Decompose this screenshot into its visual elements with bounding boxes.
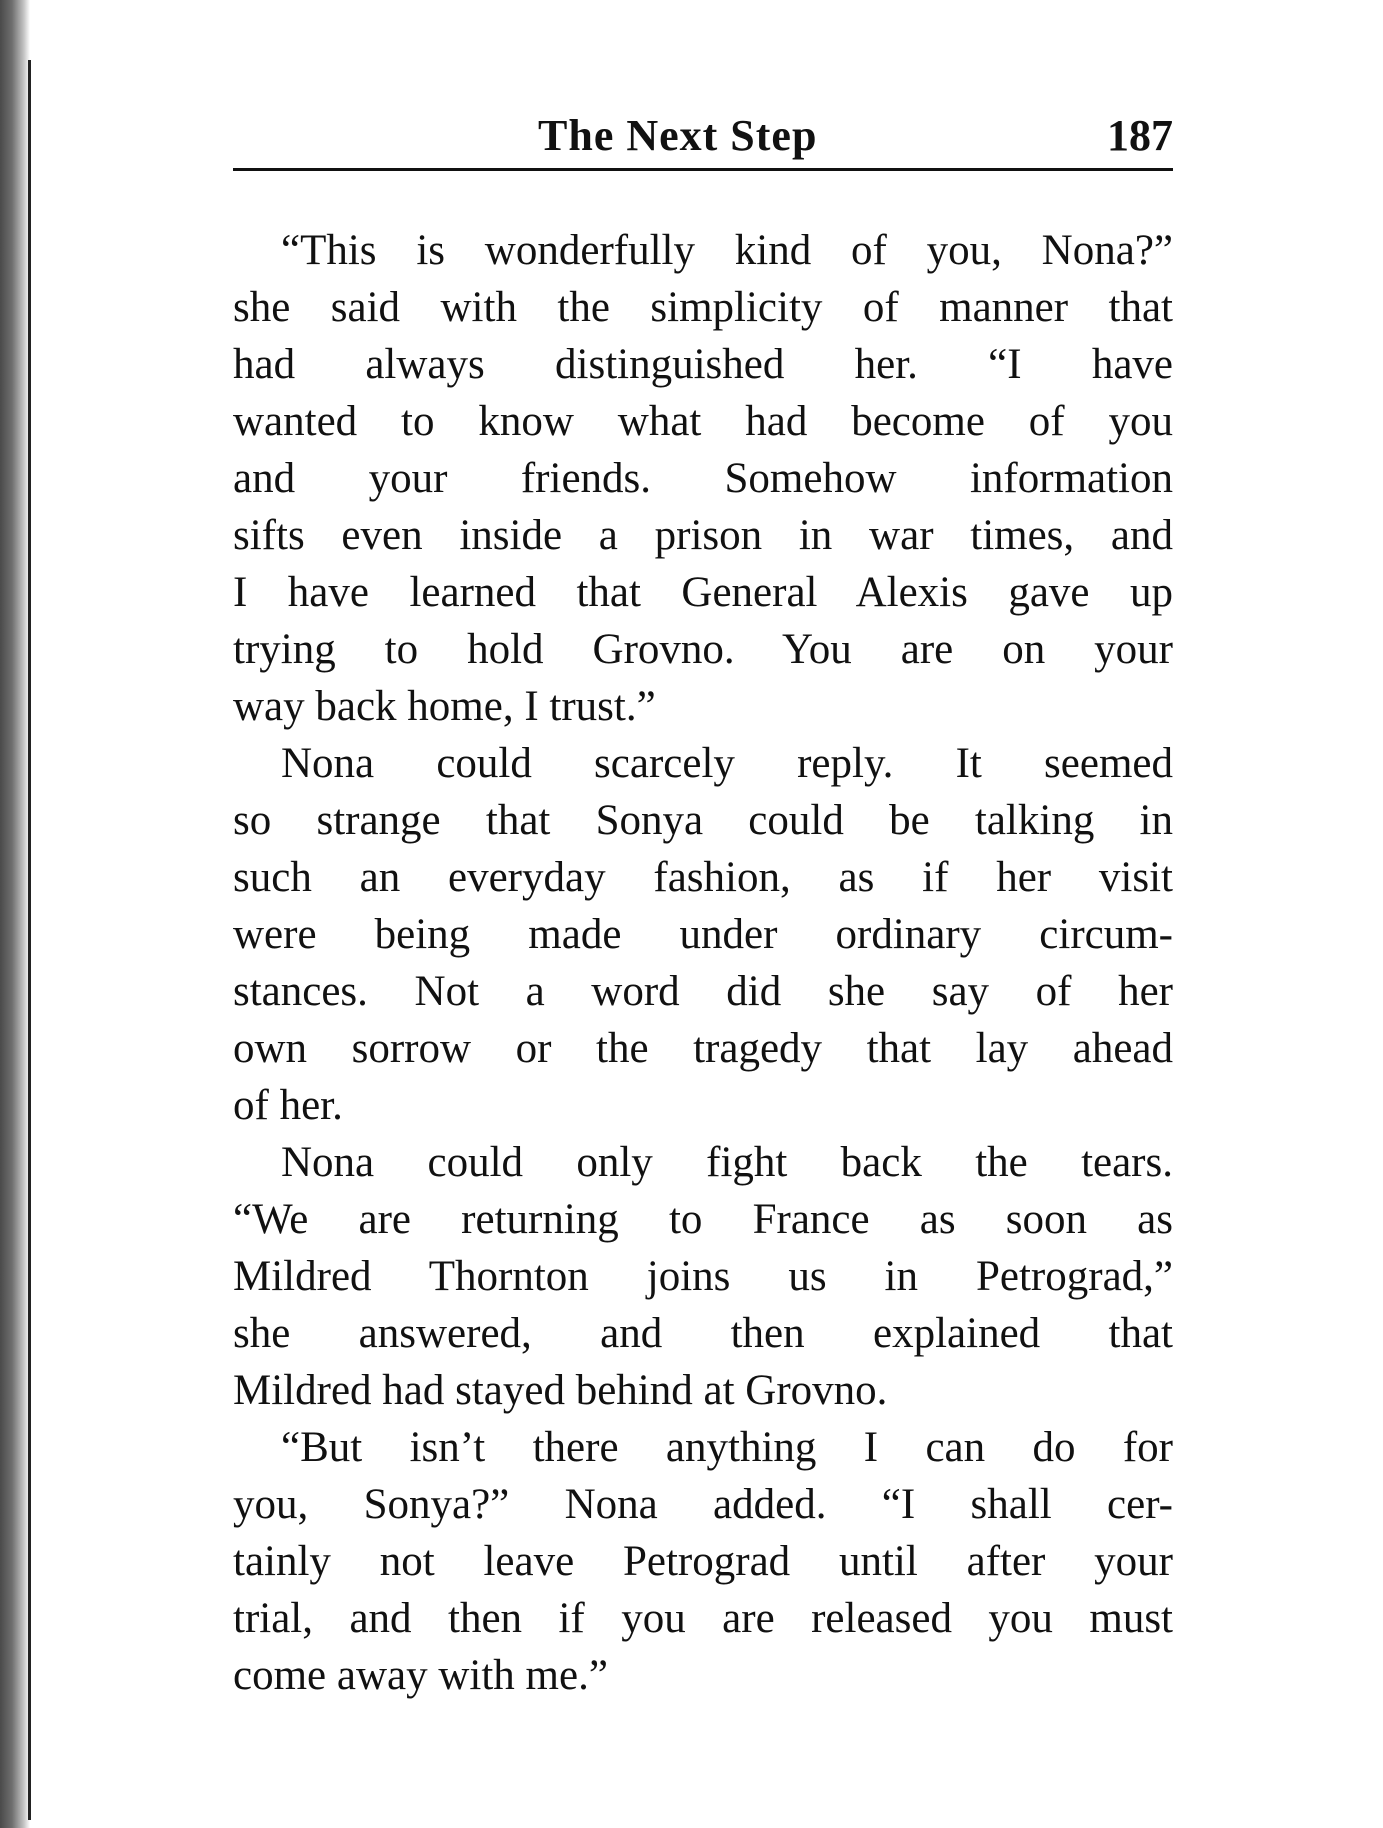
text-line: sifts even inside a prison in war times, and (233, 512, 1173, 559)
text-line: were being made under ordinary circum- (233, 911, 1173, 958)
running-title: The Next Step (538, 111, 818, 160)
text-line: Nona could scarcely reply. It seemed (281, 740, 1173, 787)
header-rule (233, 168, 1173, 171)
text-line: trying to hold Grovno. You are on your (233, 626, 1173, 673)
page-binding-line (28, 60, 31, 1820)
text-line: “But isn’t there anything I can do for (281, 1424, 1173, 1471)
text-line: of her. (233, 1082, 343, 1129)
text-line: “This is wonderfully kind of you, Nona?” (281, 227, 1173, 274)
text-line: such an everyday fashion, as if her visit (233, 854, 1173, 901)
text-line: trial, and then if you are released you must (233, 1595, 1173, 1642)
body-text (233, 222, 1173, 1704)
text-line: I have learned that General Alexis gave up (233, 569, 1173, 616)
page-header (233, 108, 1173, 164)
text-line: she said with the simplicity of manner that (233, 284, 1173, 331)
text-line: Nona could only fight back the tears. (281, 1139, 1173, 1186)
page-binding-edge (0, 0, 30, 1828)
text-line: “We are returning to France as soon as (233, 1196, 1173, 1243)
text-line: way back home, I trust.” (233, 683, 656, 730)
text-line: and your friends. Somehow information (233, 455, 1173, 502)
text-line: you, Sonya?” Nona added. “I shall cer- (233, 1481, 1173, 1528)
text-line: so strange that Sonya could be talking in (233, 797, 1173, 844)
text-line: tainly not leave Petrograd until after your (233, 1538, 1173, 1585)
text-line: had always distinguished her. “I have (233, 341, 1173, 388)
text-line: Mildred Thornton joins us in Petrograd,” (233, 1253, 1173, 1300)
text-line: come away with me.” (233, 1652, 608, 1699)
page-number: 187 (1107, 111, 1173, 160)
text-line: own sorrow or the tragedy that lay ahead (233, 1025, 1173, 1072)
text-line: she answered, and then explained that (233, 1310, 1173, 1357)
text-line: stances. Not a word did she say of her (233, 968, 1173, 1015)
text-line: Mildred had stayed behind at Grovno. (233, 1367, 888, 1414)
text-line: wanted to know what had become of you (233, 398, 1173, 445)
